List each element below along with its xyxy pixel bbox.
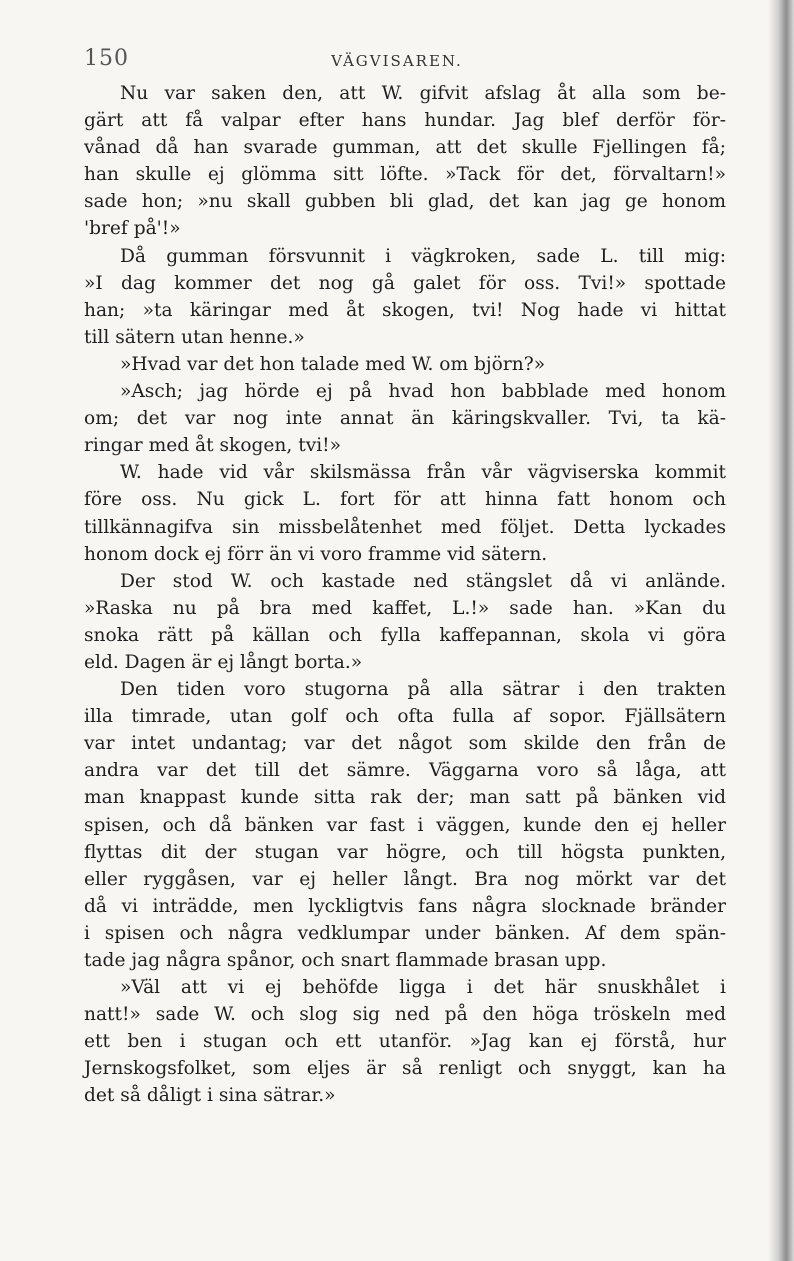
body-text <box>84 80 726 1110</box>
text-line: W. hade vid vår skilsmässa från vår vägviserska kommit <box>120 462 726 484</box>
text-line: snoka rätt på källan och fylla kaffepannan, skola vi göra <box>84 624 726 646</box>
text-line: andra var det till det sämre. Väggarna voro så låga, att <box>84 760 726 782</box>
text-line: sade hon; »nu skall gubben bli glad, det kan jag ge honom <box>84 191 726 213</box>
text-line: »Raska nu på bra med kaffet, L.!» sade han. »Kan du <box>84 597 726 619</box>
text-line: »I dag kommer det nog gå galet för oss. Tvi!» spottade <box>84 272 726 294</box>
text-line: i spisen och några vedklumpar under bänken. Af dem spän- <box>84 922 726 944</box>
text-line: man knappast kunde sitta rak der; man satt på bänken vid <box>84 787 726 809</box>
text-line: honom dock ej förr än vi voro framme vid sätern. <box>84 543 548 565</box>
text-line: gärt att få valpar efter hans hundar. Jag blef derför för- <box>84 110 726 132</box>
text-line: natt!» sade W. och slog sig ned på den höga tröskeln med <box>84 1004 726 1026</box>
text-line: spisen, och då bänken var fast i väggen, kunde den ej heller <box>84 814 726 836</box>
text-line: före oss. Nu gick L. fort för att hinna fatt honom och <box>84 489 726 511</box>
running-title: VÄGVISAREN. <box>331 52 463 70</box>
text-line: vånad då han svarade gumman, att det skulle Fjellingen få; <box>84 137 726 159</box>
page-number: 150 <box>84 46 129 71</box>
text-line: var intet undantag; var det något som skilde den från de <box>84 733 726 755</box>
text-line: Der stod W. och kastade ned stängslet då vi anlände. <box>120 570 726 592</box>
text-line: ett ben i stugan och ett utanför. »Jag kan ej förstå, hur <box>84 1031 726 1053</box>
text-line: Jernskogsfolket, som eljes är så renligt och snyggt, kan ha <box>84 1058 726 1080</box>
text-line: »Asch; jag hörde ej på hvad hon babblade med honom <box>120 381 726 403</box>
text-line: flyttas dit der stugan var högre, och till högsta punkten, <box>84 841 726 863</box>
text-line: 'bref på'!» <box>84 218 181 240</box>
text-line: det så dåligt i sina sätrar.» <box>84 1085 336 1107</box>
text-line: då vi inträdde, men lyckligtvis fans några slocknade bränder <box>84 895 726 917</box>
scan-page-edge <box>768 0 794 1261</box>
text-line: tillkännagifva sin missbelåtenhet med följet. Detta lyckades <box>84 516 726 538</box>
text-line: till sätern utan henne.» <box>84 326 305 348</box>
text-line: illa timrade, utan golf och ofta fulla af sopor. Fjällsätern <box>84 706 726 728</box>
text-line: tade jag några spånor, och snart flammade brasan upp. <box>84 950 607 971</box>
text-line: eld. Dagen är ej långt borta.» <box>84 651 363 673</box>
text-line: »Hvad var det hon talade med W. om björn?» <box>120 353 546 375</box>
text-line: han; »ta käringar med åt skogen, tvi! Nog hade vi hittat <box>84 299 726 321</box>
text-line: Nu var saken den, att W. gifvit afslag åt alla som be- <box>120 83 726 104</box>
text-line: Den tiden voro stugorna på alla sätrar i den trakten <box>120 679 726 701</box>
text-line: »Väl att vi ej behöfde ligga i det här snuskhålet i <box>120 977 726 999</box>
text-line: han skulle ej glömma sitt löfte. »Tack för det, förvaltarn!» <box>84 164 726 186</box>
text-line: eller ryggåsen, var ej heller långt. Bra nog mörkt var det <box>84 868 726 890</box>
text-line: om; det var nog inte annat än käringskvaller. Tvi, ta kä- <box>84 408 726 430</box>
text-line: Då gumman försvunnit i vägkroken, sade L. till mig: <box>120 245 726 267</box>
text-line: ringar med åt skogen, tvi!» <box>84 435 341 457</box>
